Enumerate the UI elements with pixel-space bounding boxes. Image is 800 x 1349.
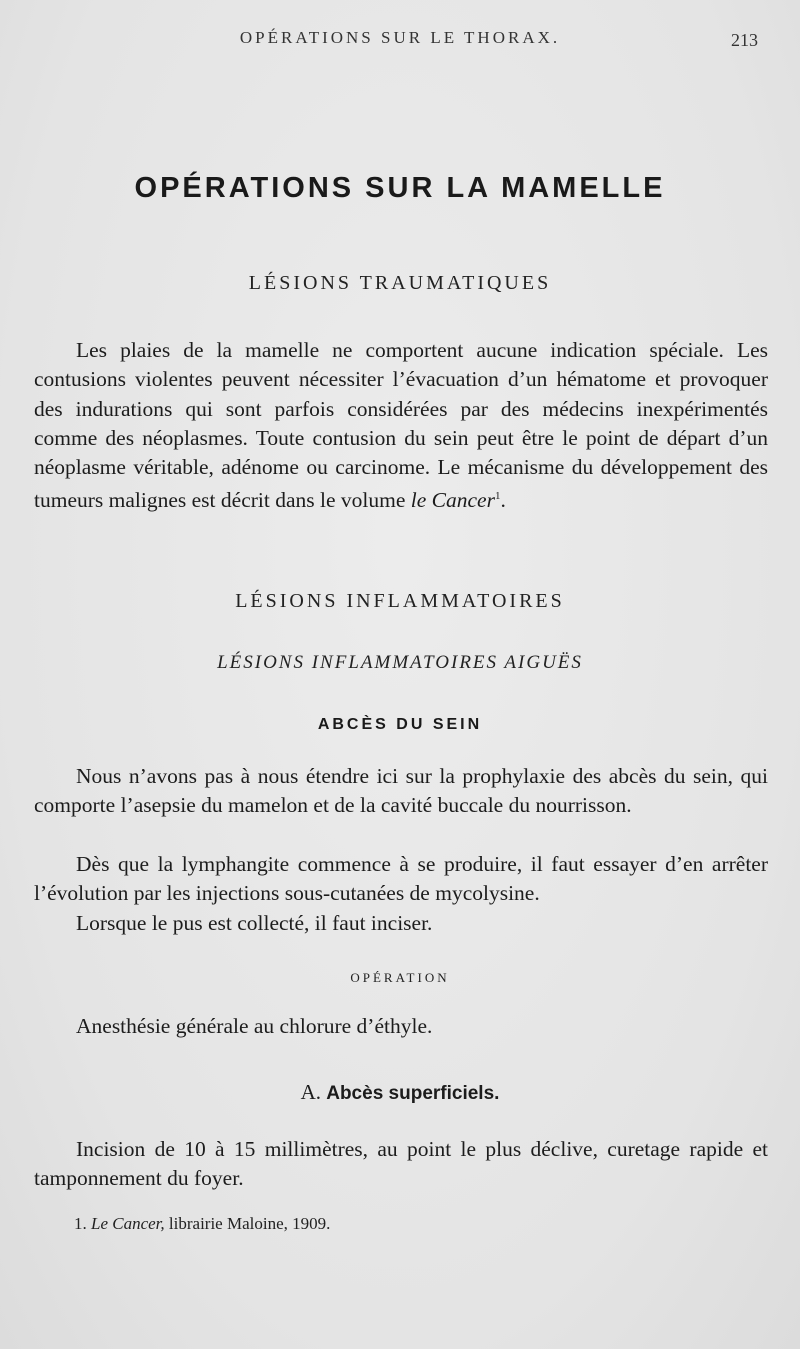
paragraph-prophylaxis <box>34 762 768 821</box>
paragraph-lymphangitis <box>34 850 768 909</box>
footnote-marker: 1 <box>494 490 501 503</box>
running-head: OPÉRATIONS SUR LE THORAX. <box>239 28 561 47</box>
paragraph-prophylaxis-text: Nous n’avons pas à nous étendre ici sur la prophylaxie des abcès du sein, qui comporte l’asepsie du mamelon et de la cavité buccale du nourrisson. <box>34 764 768 818</box>
paragraph-anesthesia-text: Anesthésie générale au chlorure d’éthyle. <box>76 1014 433 1038</box>
section-heading-inflammatory: LÉSIONS INFLAMMATOIRES <box>235 590 565 612</box>
subsection-title: Abcès superficiels. <box>326 1083 500 1104</box>
paragraph-anesthesia <box>34 1012 768 1041</box>
paragraph-incise <box>34 909 768 938</box>
subsection-prefix: A. <box>300 1080 321 1104</box>
topic-heading-abscess: ABCÈS DU SEIN <box>317 716 483 733</box>
subsection-superficial <box>0 1080 800 1105</box>
paragraph-traumatic-text: Les plaies de la mamelle ne comportent aucune indication spéciale. Les contusions violentes peuvent nécessiter l’évacuation d’un hématome et provoquer des indurations qui sont parfois considérées par des médecins inexpérimentés comme des néoplasmes. Toute contusion du sein peut être le point de départ d’un néoplasme véritable, adénome ou carcinome. Le mécanisme du développement des tumeurs malignes est décrit dans le volume <box>34 338 768 513</box>
section-heading-traumatic: LÉSIONS TRAUMATIQUES <box>248 272 552 294</box>
footnote <box>74 1214 330 1234</box>
footnote-number: 1. <box>74 1214 87 1233</box>
footnote-italic: Le Cancer, <box>91 1214 165 1233</box>
subheading-acute: LÉSIONS INFLAMMATOIRES AIGUËS <box>217 652 583 673</box>
paragraph-incision <box>34 1135 768 1194</box>
paragraph-traumatic <box>34 336 768 516</box>
operation-label: OPÉRATION <box>350 970 450 985</box>
page-number: 213 <box>731 30 758 50</box>
paragraph-traumatic-end: . <box>500 488 506 513</box>
footnote-text: librairie Maloine, 1909. <box>168 1214 331 1233</box>
paragraph-lymphangitis-text: Dès que la lymphangite commence à se produire, il faut essayer d’en arrêter l’évolution par les injections sous-cutanées de mycolysine. <box>34 852 768 906</box>
paragraph-incise-text: Lorsque le pus est collecté, il faut inciser. <box>76 911 433 935</box>
paragraph-traumatic-italic: le Cancer <box>410 488 495 513</box>
paragraph-incision-text: Incision de 10 à 15 millimètres, au point le plus déclive, curetage rapide et tamponnement du foyer. <box>34 1137 768 1191</box>
chapter-title: OPÉRATIONS SUR LA MAMELLE <box>134 172 666 204</box>
